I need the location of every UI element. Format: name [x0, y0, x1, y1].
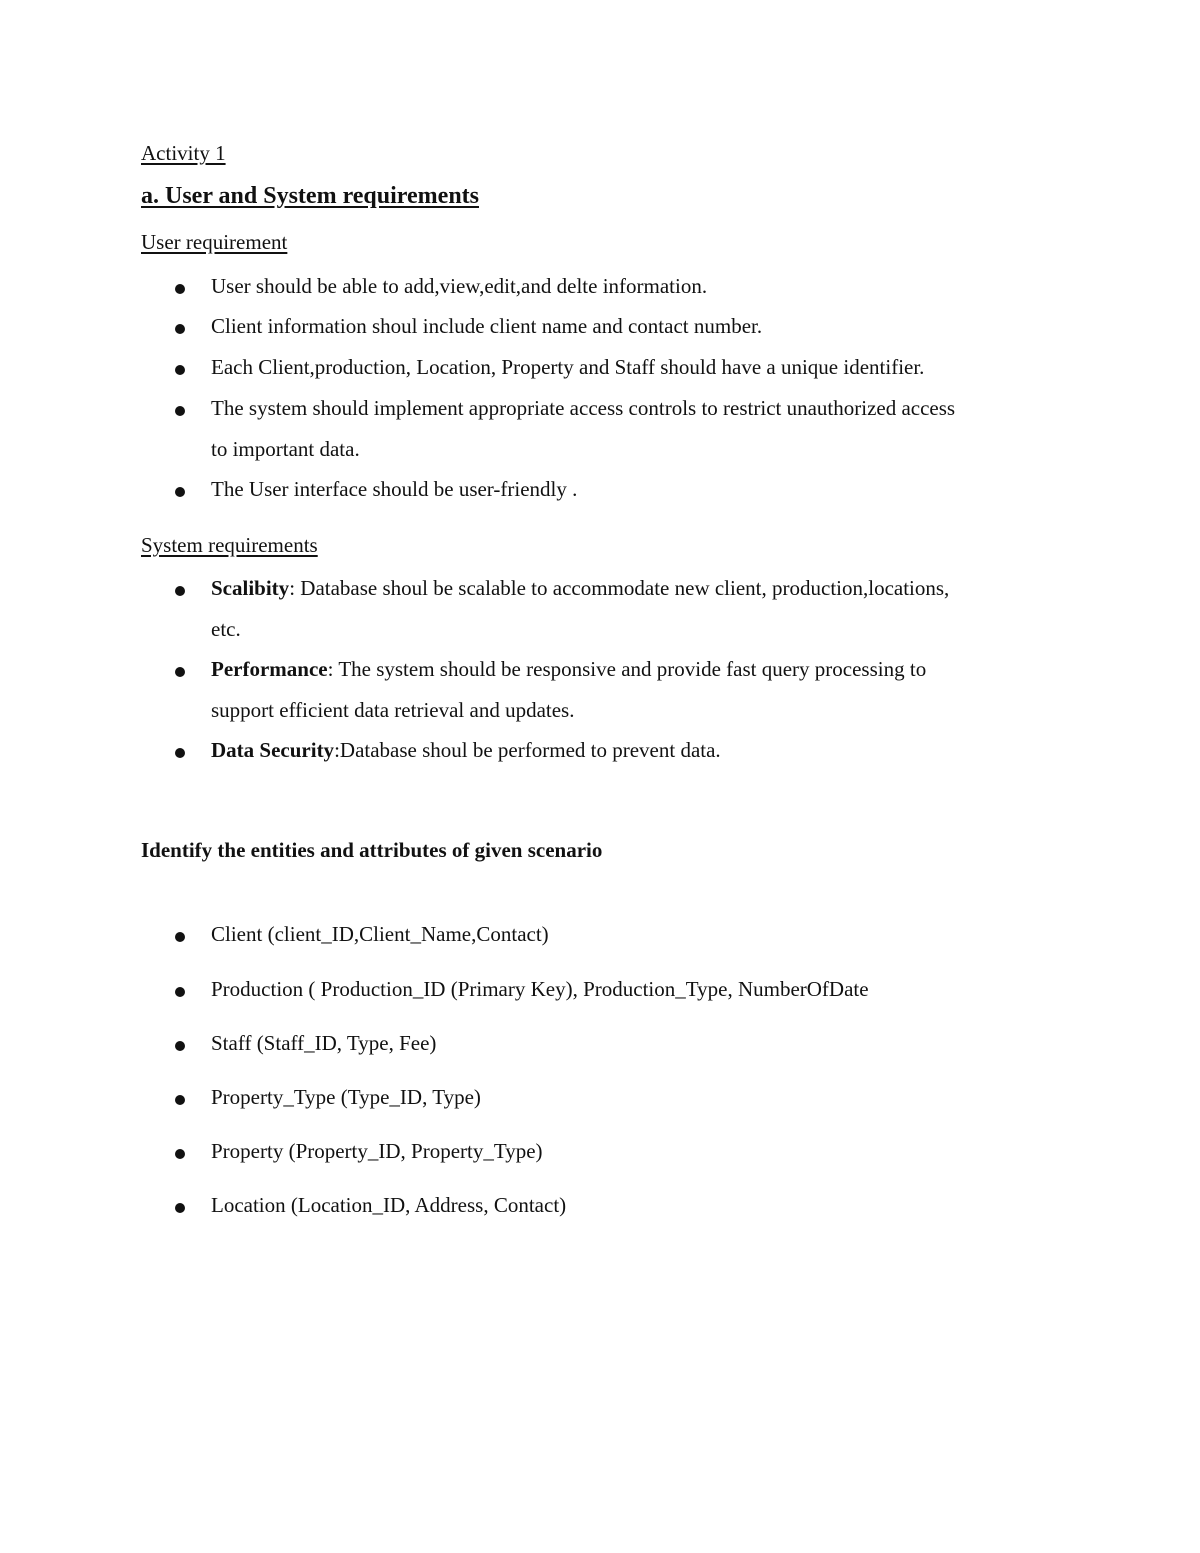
- bullet-icon: [175, 1149, 185, 1159]
- bullet-icon: [175, 406, 185, 416]
- user-requirement-heading: User requirement: [141, 230, 288, 254]
- requirement-term: Performance: [211, 657, 328, 681]
- bullet-icon: [175, 748, 185, 758]
- entity-text: Location (Location_ID, Address, Contact): [211, 1193, 567, 1217]
- bullet-icon: [175, 324, 185, 334]
- entity-text: Client (client_ID,Client_Name,Contact): [211, 922, 549, 946]
- bullet-icon: [175, 932, 185, 942]
- system-requirements-heading: System requirements: [141, 533, 318, 557]
- section-heading: a. User and System requirements: [141, 183, 479, 209]
- list-item-text: User should be able to add,view,edit,and delte information.: [211, 274, 708, 298]
- bullet-icon: [175, 1041, 185, 1051]
- bullet-icon: [175, 1203, 185, 1213]
- entity-text: Property_Type (Type_ID, Type): [211, 1085, 481, 1109]
- entities-heading: Identify the entities and attributes of given scenario: [141, 838, 603, 862]
- list-item-text-continued: etc.: [211, 617, 241, 641]
- list-item-text: The system should implement appropriate access controls to restrict unauthorized access: [211, 396, 956, 420]
- list-item-text: [211, 738, 721, 763]
- bullet-icon: [175, 487, 185, 497]
- list-item-text-continued: support efficient data retrieval and updates.: [211, 698, 575, 722]
- bullet-icon: [175, 667, 185, 677]
- entity-text: Property (Property_ID, Property_Type): [211, 1139, 543, 1163]
- list-item-text: Client information shoul include client name and contact number.: [211, 314, 763, 338]
- list-item-text-continued: to important data.: [211, 437, 360, 461]
- requirement-term: Data Security: [211, 738, 335, 762]
- requirement-description: : The system should be responsive and provide fast query processing to: [327, 657, 927, 681]
- activity-title: Activity 1: [141, 141, 226, 165]
- bullet-icon: [175, 586, 185, 596]
- entity-text: Production ( Production_ID (Primary Key), Production_Type, NumberOfDate: [211, 977, 869, 1001]
- list-item-text: Each Client,production, Location, Property and Staff should have a unique identifier.: [211, 355, 925, 379]
- bullet-icon: [175, 1095, 185, 1105]
- requirement-term: Scalibity: [211, 576, 290, 600]
- requirement-description: :Database shoul be performed to prevent data.: [334, 738, 721, 762]
- bullet-icon: [175, 987, 185, 997]
- bullet-icon: [175, 284, 185, 294]
- requirement-description: : Database shoul be scalable to accommodate new client, production,locations,: [289, 576, 950, 600]
- list-item-text: [211, 657, 926, 682]
- entity-text: Staff (Staff_ID, Type, Fee): [211, 1031, 437, 1055]
- bullet-icon: [175, 365, 185, 375]
- list-item-text: [211, 576, 949, 601]
- list-item-text: The User interface should be user-friendly .: [211, 477, 578, 501]
